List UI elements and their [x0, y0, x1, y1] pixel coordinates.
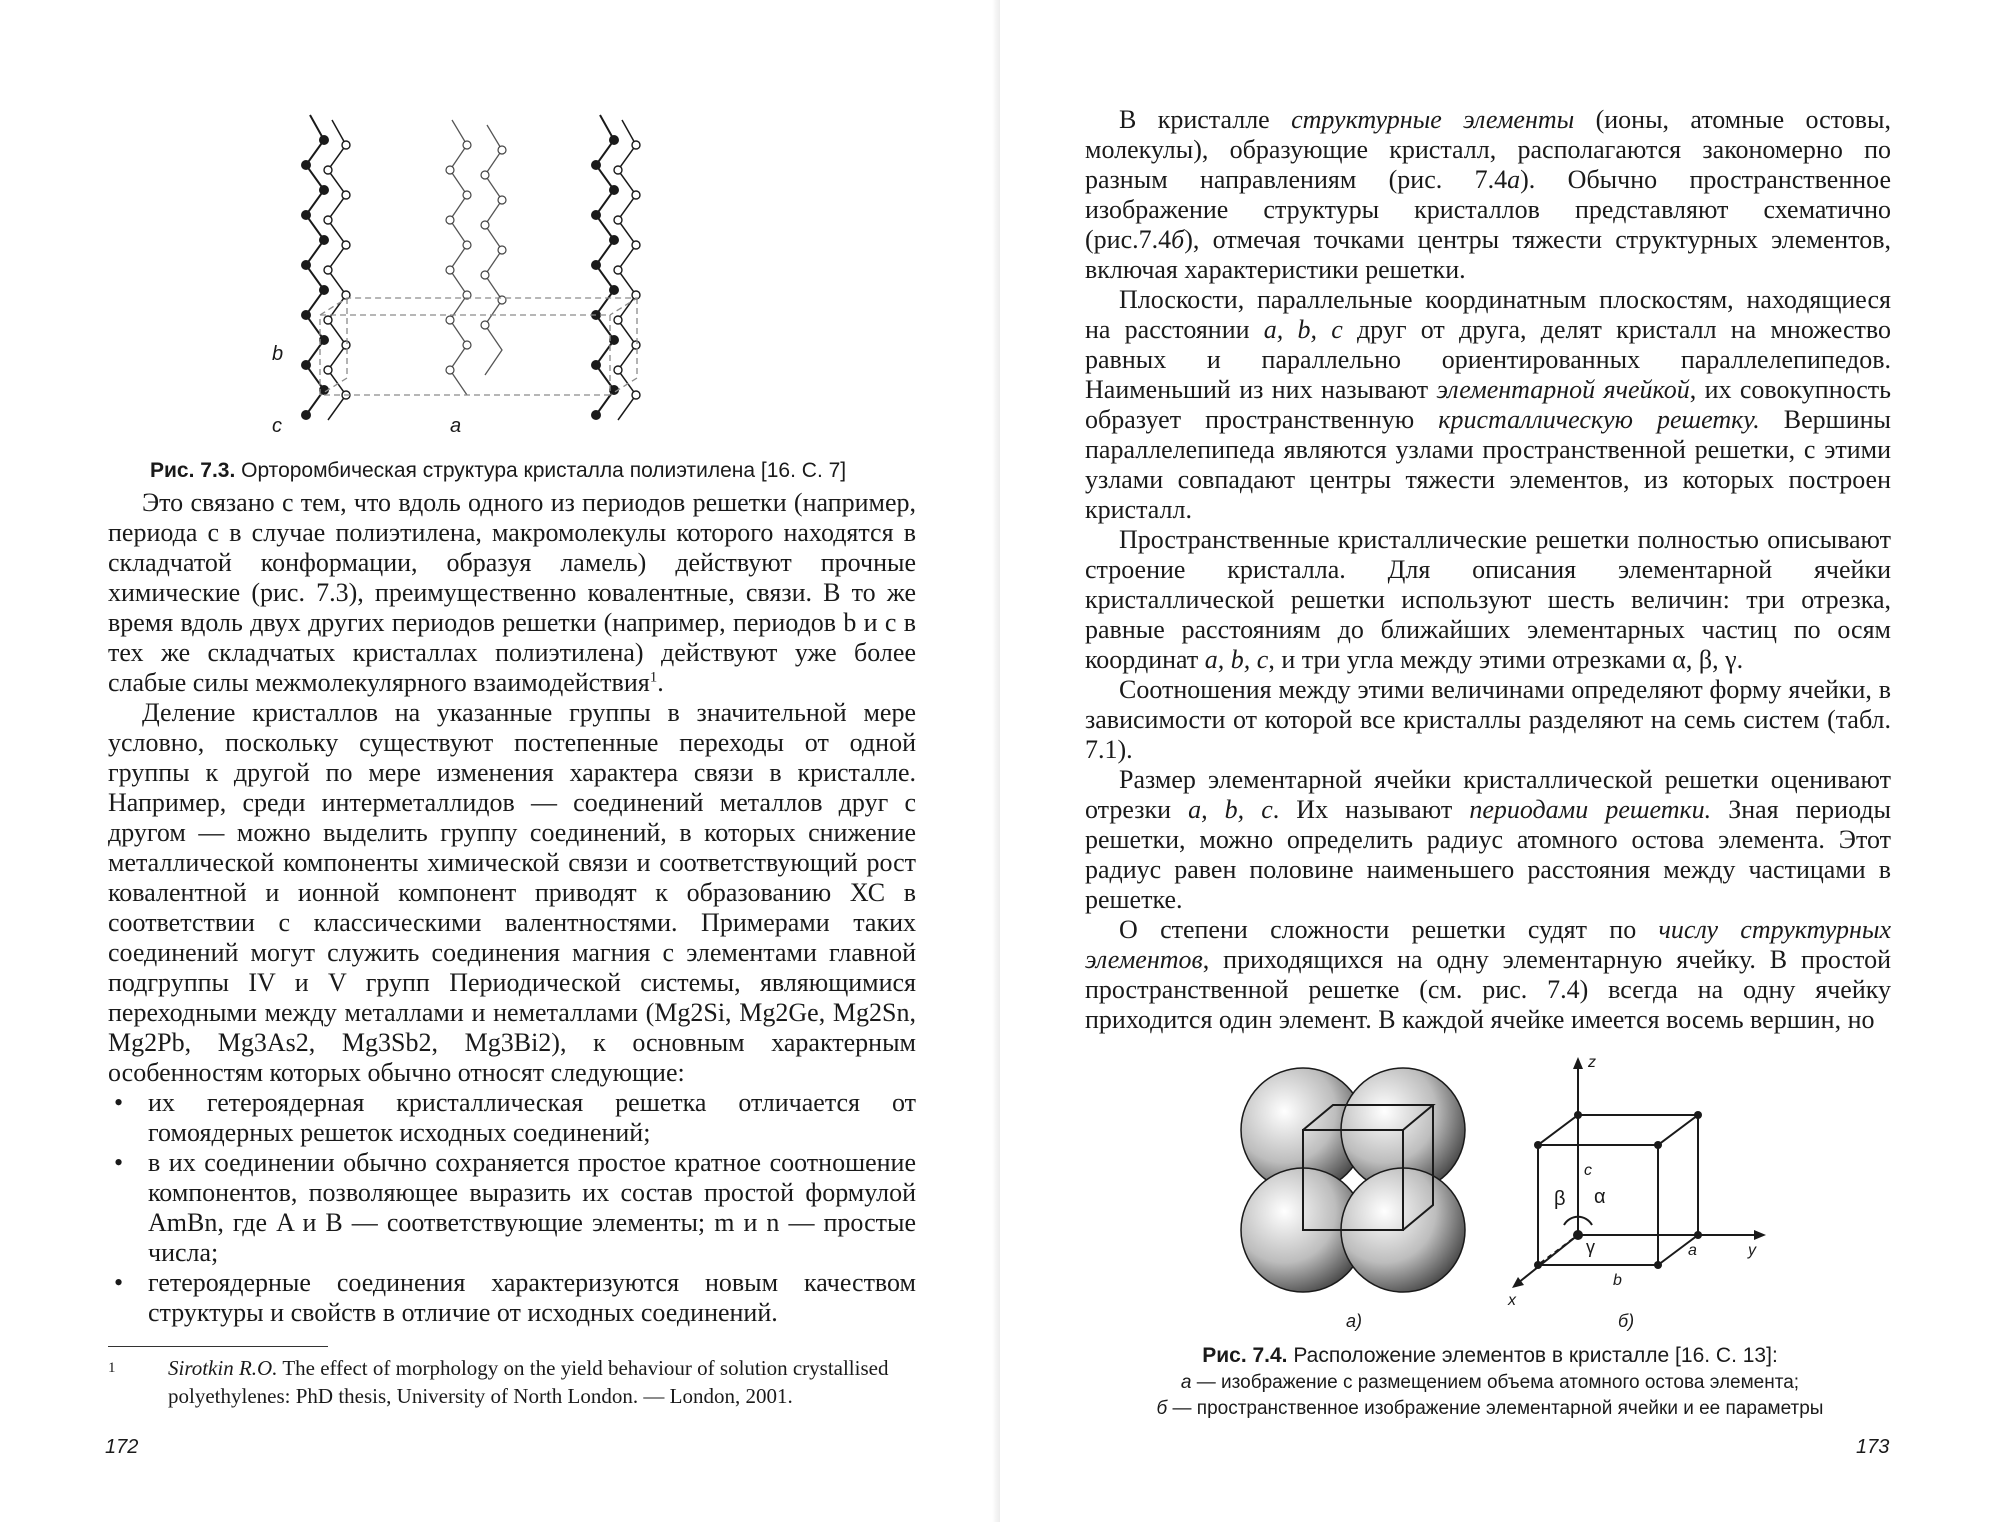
footnote-mark: 1: [108, 1360, 116, 1376]
term-italic: a, b, c: [1188, 795, 1273, 824]
footnote-text: [108, 1354, 916, 1410]
label-gamma: γ: [1586, 1237, 1595, 1257]
label-x: x: [1508, 1292, 1516, 1309]
list-item: • в их соединении обычно сохраняется простое кратное соотношение компонентов, позволяющее выразить их состав простой формулой AmBn, где A и B — соответствующие элементы; m и n — простые числа;: [108, 1148, 916, 1268]
text-run: О степени сложности решетки судят по: [1119, 915, 1659, 944]
axis-label-c: c: [272, 415, 282, 437]
caption-line-b: [1100, 1396, 1880, 1422]
caption-label: Рис. 7.3.: [150, 459, 236, 482]
caption-text: Орторомбическая структура кристалла полиэтилена [16. С. 7]: [235, 459, 847, 482]
right-body-text: [1085, 105, 1891, 1035]
term-italic: структурные элементы: [1291, 105, 1575, 134]
figure-7-4-caption: [1100, 1342, 1880, 1422]
sublabel-a: а): [1346, 1311, 1363, 1331]
term-italic: б: [1171, 225, 1185, 254]
text-run: , и три угла между этими отрезками α, β, γ.: [1268, 645, 1744, 674]
arrow-y: [1754, 1230, 1766, 1240]
caption-text: Расположение элементов в кристалле [16. С. 13]:: [1287, 1344, 1778, 1367]
paragraph: [1085, 915, 1891, 1035]
text-run: друг от друга, делят кристалл на множество равных и параллельно ориентированных параллелепипедов. Наименьший из них называют: [1085, 315, 1891, 404]
label-a: a: [1688, 1242, 1697, 1259]
term-italic: числу структурных элементов: [1085, 915, 1891, 974]
bullet-list: [108, 1088, 916, 1328]
paragraph: [1085, 525, 1891, 675]
paragraph: [1085, 105, 1891, 285]
footnote-body: The effect of morphology on the yield behaviour of solution crystallised polyethylenes: PhD thesis, University of North London. — London, 2001.: [168, 1356, 889, 1408]
paragraph: [1085, 765, 1891, 915]
caption-letter: б: [1156, 1398, 1168, 1419]
label-z: z: [1588, 1055, 1596, 1071]
paragraph: [1085, 285, 1891, 525]
caption-label: Рис. 7.4.: [1202, 1344, 1288, 1367]
paragraph: Соотношения между этими величинами определяют форму ячейки, в зависимости от которой все кристаллы разделяют на семь систем (табл. 7.1).: [1085, 675, 1891, 764]
axis-label-b: b: [272, 343, 284, 365]
term-italic: кристаллическую решетку.: [1438, 405, 1760, 434]
list-item: • их гетероядерная кристаллическая решетка отличается от гомоядерных решеток исходных соединений;: [108, 1088, 916, 1148]
page-number-right: 173: [1856, 1436, 1890, 1458]
caption-title: [1100, 1342, 1880, 1370]
paragraph: Это связано с тем, что вдоль одного из периодов решетки (например, периода c в случае полиэтилена, макромолекулы которого находятся в складчатой конформации, образуя ламель) действуют прочные химические (рис. 7.3), преимущественно ковалентные, связи. В то же время вдоль двух других периодов решетки (например, периодов b и c в тех же складчатых кристаллах полиэтилена) действуют уже более слабые силы межмолекулярного взаимодействия$^1$.: [108, 488, 916, 697]
footnote-rule: [108, 1346, 328, 1347]
text-run: (ионы, атомные остовы, молекулы), образующие кристалл, располагаются закономерно по разным направлениям (рис. 7.4: [1085, 105, 1891, 194]
page-number-left: 172: [105, 1436, 139, 1458]
figure-7-3: [262, 110, 722, 440]
unit-cell-diagram: [1218, 1055, 1778, 1335]
figure-7-3-caption: [150, 457, 910, 485]
term-italic: периодами решетки.: [1469, 795, 1712, 824]
text-run: Зная периоды решетки, можно определить радиус атомного остова элемента. Этот радиус равен половине наименьшего расстояния между частицами в решетке.: [1085, 795, 1892, 914]
sublabel-b: б): [1618, 1311, 1635, 1331]
polyethylene-structure-diagram: [262, 110, 722, 440]
label-y: y: [1748, 1242, 1756, 1259]
text-run: В кристалле: [1119, 105, 1292, 134]
term-italic: a, b, c: [1204, 645, 1269, 674]
arrow-z: [1573, 1057, 1583, 1069]
text-run: ). Обычно пространственное изображение структуры кристаллов представляют схематично (рис.7.4: [1085, 165, 1891, 254]
footnote-author: Sirotkin R.O.: [168, 1356, 278, 1380]
footnote-ref: 1: [649, 669, 658, 686]
caption-line-text: — пространственное изображение элементарной ячейки и ее параметры: [1167, 1398, 1824, 1419]
label-alpha: α: [1594, 1186, 1606, 1208]
paragraph: Деление кристаллов на указанные группы в значительной мере условно, поскольку существуют постепенные переходы от одной группы к другой по мере изменения характера связи в кристалле. Например, среди интерметаллидов — соединений металлов друг с другом — можно выделить группу соединений, в которых снижение металлической компоненты химической связи и соответствующий рост ковалентной и ионной компонент приводят к образованию ХС в соответствии с классическими валентностями. Примерами таких соединений могут служить соединения магния с элементами главной подгруппы IV и V групп Периодической системы, являющимися переходными между металлами и неметаллами (Mg2Si, Mg2Ge, Mg2Sn, Mg2Pb, Mg3As2, Mg3Sb2, Mg3Bi2), к основным характерным особенностям которых обычно относят следующие:: [108, 698, 916, 1087]
label-c: c: [1584, 1162, 1592, 1179]
text-run: Вершины параллелепипеда являются узлами пространственной решетки, с этими узлами совпадают центры тяжести элементов, из которых построен кристалл.: [1085, 405, 1891, 524]
text-run: . Их называют: [1272, 795, 1470, 824]
figure-7-4: [1218, 1055, 1778, 1335]
left-body-text: [108, 488, 916, 1328]
label-b: b: [1613, 1272, 1622, 1289]
term-italic: элементарной ячейкой: [1436, 375, 1690, 404]
caption-line-a: [1100, 1370, 1880, 1396]
text-run: Пространственные кристаллические решетки полностью описывают строение кристалла. Для описания элементарной ячейки кристаллической решетки используют шесть величин: три отрезка, равные расстояниям до ближайших элементарных частиц по осям координат: [1085, 525, 1891, 674]
label-beta: β: [1554, 1188, 1566, 1210]
text-run: Плоскости, параллельные координатным плоскостям, находящиеся на расстоянии: [1085, 285, 1891, 344]
term-italic: а: [1507, 165, 1521, 194]
footnote: [108, 1354, 916, 1410]
list-item: • гетероядерные соединения характеризуются новым качеством структуры и свойств в отличие от исходных соединений.: [108, 1268, 916, 1328]
caption-line-text: — изображение с размещением объема атомного остова элемента;: [1191, 1372, 1800, 1393]
text-run: , приходящихся на одну элементарную ячейку. В простой пространственной решетке (см. рис. 7.4) всегда на одну ячейку приходится один элемент. В каждой ячейке имеется восемь вершин, но: [1085, 945, 1891, 1034]
axis-label-a: a: [450, 415, 462, 437]
paragraph-text: Это связано с тем, что вдоль одного из периодов решетки (например, периода c в случае полиэтилена, макромолекулы которого находятся в складчатой конформации, образуя ламель) действуют прочные химические (рис. 7.3), преимущественно ковалентные, связи. В то же время вдоль двух других периодов решетки (например, периодов b и c в тех же складчатых кристаллах полиэтилена) действуют уже более слабые силы межмолекулярного взаимодействия: [108, 488, 916, 697]
text-run: , их совокупность образует пространственную: [1085, 375, 1892, 434]
text-run: ), отмечая точками центры тяжести структурных элементов, включая характеристики решетки.: [1085, 225, 1891, 284]
text-run: Размер элементарной ячейки кристаллической решетки оценивают отрезки: [1085, 765, 1891, 824]
term-italic: a, b, c: [1263, 315, 1343, 344]
caption-letter: а: [1180, 1372, 1192, 1393]
